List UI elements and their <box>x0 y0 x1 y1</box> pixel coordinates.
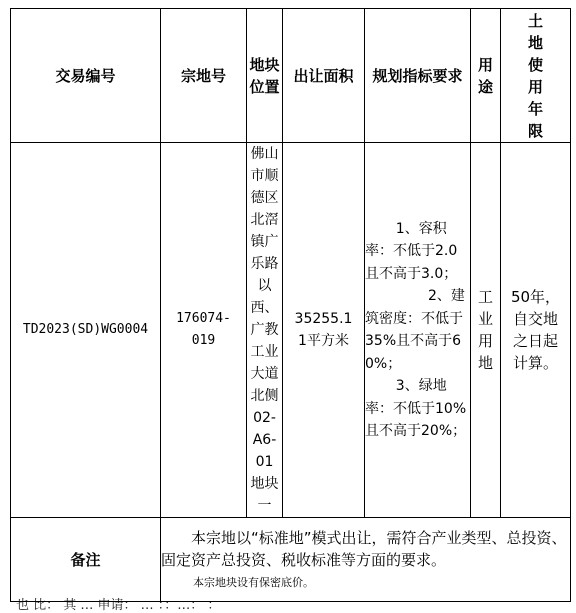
planning-item-2: 2、建筑密度：不低于35%且不高于60%； <box>365 288 465 372</box>
planning-item-3: 3、绿地率：不低于10%且不高于20%； <box>365 378 467 439</box>
header-location: 地块位置 <box>247 9 283 143</box>
cell-parcel-no: 176074-019 <box>161 143 247 518</box>
cell-trade-no: TD2023(SD)WG0004 <box>11 143 161 518</box>
header-area: 出让面积 <box>283 9 365 143</box>
header-use: 用途 <box>471 9 501 143</box>
cell-area: 35255.11平方米 <box>283 143 365 518</box>
notes-cell <box>161 518 571 602</box>
notes-label: 备注 <box>11 518 161 602</box>
planning-item-1: 1、容积率：不低于2.0且不高于3.0； <box>365 220 458 282</box>
cell-location: 佛山市顺德区北滘镇广乐路以西、广教工业大道北侧02-A6-01地块一 <box>247 143 283 518</box>
header-trade-no: 交易编号 <box>11 9 161 143</box>
notes-text: 本宗地以“标准地”模式出让，需符合产业类型、总投资、固定资产总投资、税收标准等方面的要求。 <box>161 529 567 569</box>
header-term: 土地使用年限 <box>501 9 571 143</box>
land-transfer-table <box>10 8 571 602</box>
footer-text-fragment: 也 比： 其 … 申请： … ：：…： ： <box>16 598 221 613</box>
cell-use: 工业用地 <box>471 143 501 518</box>
header-parcel-no: 宗地号 <box>161 9 247 143</box>
cell-term: 50年，自交地之日起计算。 <box>501 143 571 518</box>
notes-small-text: 本宗地块设有保密底价。 <box>193 576 314 589</box>
header-planning: 规划指标要求 <box>365 9 471 143</box>
table-row <box>11 143 571 518</box>
cell-planning <box>365 143 471 518</box>
